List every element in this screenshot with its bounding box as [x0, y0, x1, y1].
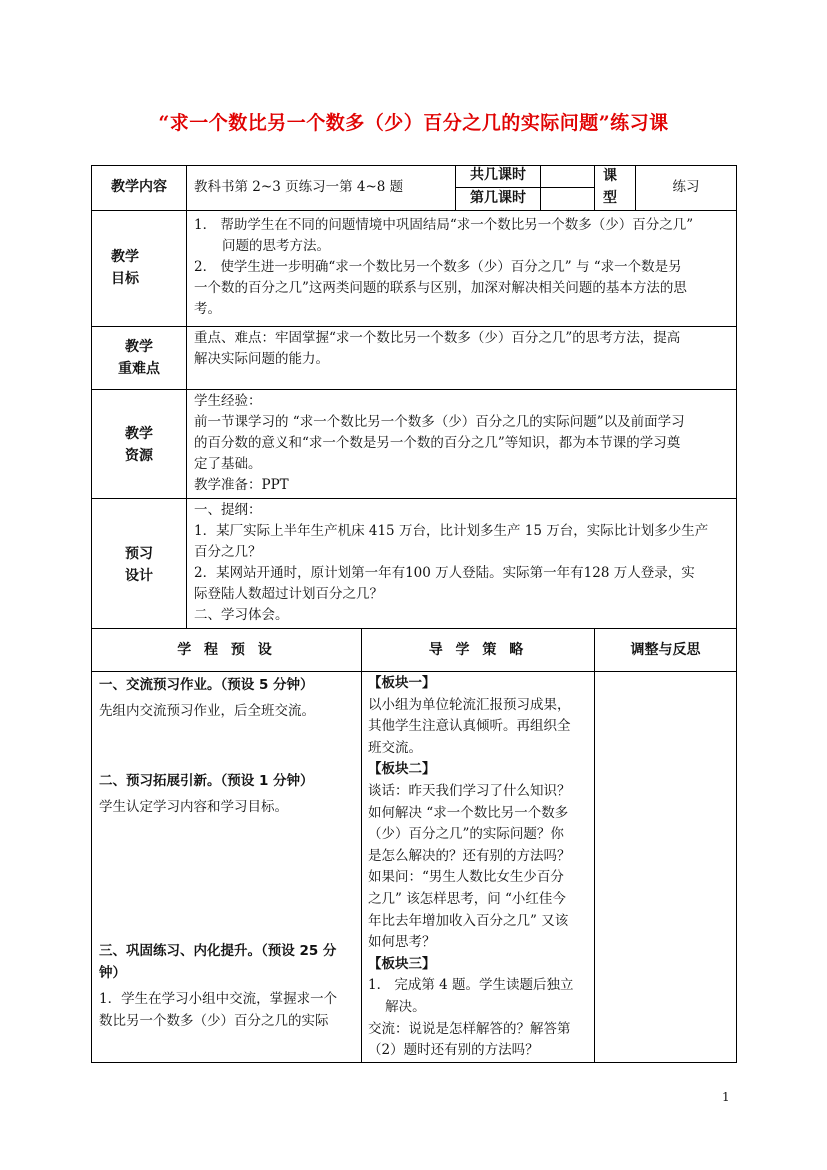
resources-line: 前一节课学习的 “求一个数比另一个数多（少）百分之几的实际问题”以及前面学习	[194, 414, 685, 430]
goal-line: 一个数的百分之几”这两类问题的联系与区别，加深对解决相关问题的基本方法的思	[194, 280, 687, 296]
key-label-2: 重难点	[118, 361, 160, 377]
table-border-right	[736, 165, 737, 1063]
preview-label-2: 设计	[125, 568, 153, 584]
process-step-2-text: 学生认定学习内容和学习目标。	[99, 799, 288, 815]
total-lessons-label: 共几课时	[470, 167, 526, 183]
teaching-content-label: 教学内容	[111, 179, 167, 195]
resources-line: 定了基础。	[194, 456, 262, 472]
preview-text	[194, 500, 734, 626]
page-number: 1	[722, 1090, 730, 1104]
preview-line: 一、提纲：	[194, 502, 262, 518]
resources-text	[194, 391, 734, 496]
strategy-line: （少）百分之几”的实际问题？你	[368, 826, 564, 843]
goal-line: 2． 使学生进一步明确“求一个数比另一个数多（少）百分之几” 与 “求一个数是另	[194, 259, 682, 275]
table-border-top	[91, 165, 737, 166]
strategy-line: 如果问：“男生人数比女生少百分	[368, 869, 564, 886]
header-strategy: 导 学 策 略	[428, 642, 528, 658]
strategy-line: 谈话：昨天我们学习了什么知识？	[368, 782, 571, 799]
key-line: 解决实际问题的能力。	[194, 351, 329, 367]
strategy-line: 1． 完成第 4 题。学生读题后独立	[368, 977, 574, 994]
teaching-content-value: 教科书第 2~3 页练习一第 4~8 题	[194, 179, 404, 195]
goal-line: 考。	[194, 301, 221, 317]
preview-line: 2．某网站开通时，原计划第一年有100 万人登陆。实际第一年有128 万人登录，实	[194, 565, 695, 581]
resources-line: 教学准备：PPT	[194, 477, 289, 493]
preview-label-1: 预习	[125, 546, 153, 562]
lesson-number-label: 第几课时	[470, 190, 526, 206]
key-text	[194, 328, 734, 370]
process-step-3-text: 1．学生在学习小组中交流，掌握求一个	[99, 991, 338, 1007]
process-step-3-title: 三、巩固练习、内化提升。（预设 25 分	[99, 943, 337, 959]
lesson-type-label-1: 课	[603, 168, 617, 184]
col-divider	[594, 628, 595, 1063]
strategy-line: （2）题时还有别的方法吗？	[368, 1042, 539, 1059]
preview-line: 1．某厂实际上半年生产机床 415 万台，比计划多生产 15 万台，实际比计划多少生产	[194, 523, 709, 539]
lesson-type-label-2: 型	[603, 190, 617, 206]
row-divider	[91, 628, 737, 629]
row-divider	[91, 210, 737, 211]
key-label-1: 教学	[125, 339, 153, 355]
process-step-3-title-cont: 钟）	[99, 965, 126, 981]
strategy-line: 如何思考？	[368, 934, 436, 951]
goals-text	[194, 215, 734, 320]
preview-line: 百分之几？	[194, 544, 262, 560]
goals-label-2: 目标	[111, 271, 139, 287]
resources-label-1: 教学	[125, 426, 153, 442]
strategy-line: 年比去年增加收入百分之几” 又该	[368, 912, 569, 929]
table-border-left	[91, 165, 92, 1063]
process-step-2-title: 二、预习拓展引新。（预设 1 分钟）	[99, 773, 314, 789]
process-column	[99, 674, 359, 1032]
row-divider	[91, 389, 737, 390]
goal-line: 问题的思考方法。	[222, 238, 330, 254]
row-divider	[91, 498, 737, 499]
strategy-line: 解决。	[368, 998, 426, 1015]
resources-line: 学生经验：	[194, 393, 262, 409]
col-divider	[361, 628, 362, 1063]
goals-label-1: 教学	[111, 249, 139, 265]
resources-label-2: 资源	[125, 448, 153, 464]
strategy-column	[368, 673, 592, 1062]
process-step-3-text-cont: 数比另一个数多（少）百分之几的实际	[99, 1013, 329, 1029]
col-divider	[540, 165, 541, 211]
strategy-line: 其他学生注意认真倾听。再组织全	[368, 718, 571, 735]
lesson-type-value: 练习	[672, 179, 700, 195]
col-divider	[186, 165, 187, 629]
document-title: “求一个数比另一个数多（少）百分之几的实际问题”练习课	[158, 112, 669, 134]
resources-line: 的百分数的意义和“求一个数是另一个数的百分之几”等知识，都为本节课的学习奠	[194, 435, 681, 451]
process-step-1-text: 先组内交流预习作业，后全班交流。	[99, 703, 315, 719]
strategy-line: 以小组为单位轮流汇报预习成果，	[368, 696, 571, 713]
strategy-block-heading: 【板块二】	[368, 761, 436, 778]
preview-line: 际登陆人数超过计划百分之几？	[194, 586, 383, 602]
key-line: 重点、难点：牢固掌握“求一个数比另一个数多（少）百分之几”的思考方法，提高	[194, 330, 681, 346]
strategy-block-heading: 【板块三】	[368, 955, 436, 972]
preview-line: 二、学习体会。	[194, 607, 289, 623]
strategy-line: 是怎么解决的？还有别的方法吗？	[368, 847, 571, 864]
header-process: 学 程 预 设	[177, 642, 276, 658]
strategy-block-heading: 【板块一】	[368, 675, 436, 691]
row-divider	[91, 326, 737, 327]
table-border-bottom	[91, 1062, 737, 1063]
row-divider	[91, 671, 737, 672]
strategy-line: 如何解决 “求一个数比另一个数多	[368, 804, 569, 821]
process-step-1-title: 一、交流预习作业。（预设 5 分钟）	[99, 677, 314, 693]
header-reflection: 调整与反思	[630, 642, 701, 658]
strategy-line: 交流：说说是怎样解答的？解答第	[368, 1020, 571, 1037]
strategy-line: 之几” 该怎样思考，问 “小红佳今	[368, 890, 566, 907]
goal-line: 1． 帮助学生在不同的问题情境中巩固结局“求一个数比另一个数多（少）百分之几”	[194, 217, 694, 233]
strategy-line: 班交流。	[368, 739, 422, 756]
